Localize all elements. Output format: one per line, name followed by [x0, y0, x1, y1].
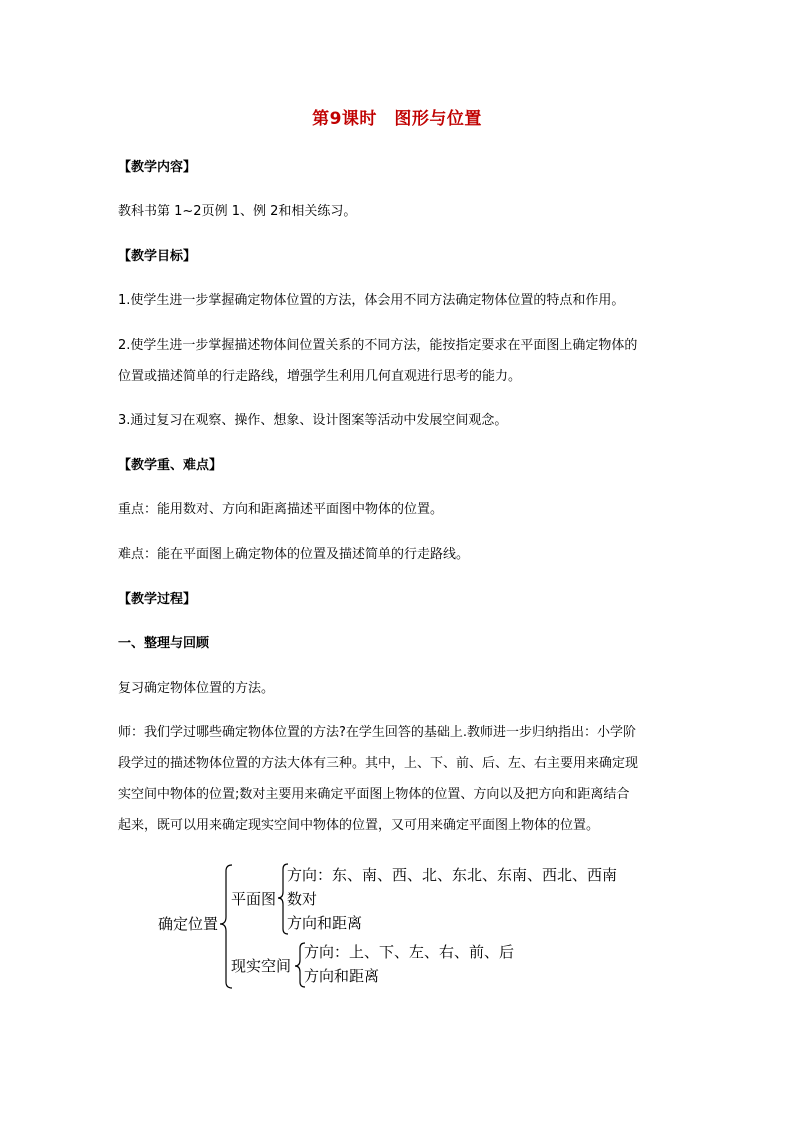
diagram-plane-label: 平面图	[231, 890, 277, 908]
plane-item-direction: 方向：东、南、西、北、东北、东南、西北、西南	[287, 866, 618, 884]
diagram-real-space-label: 现实空间	[231, 957, 292, 975]
page-title: 第9课时 图形与位置	[312, 109, 482, 129]
goal-2-line-2: 位置或描述简单的行走路线，增强学生利用几何直观进行思考的能力。	[118, 369, 522, 384]
key-point-text: 重点：能用数对、方向和距离描述平面图中物体的位置。	[118, 502, 444, 517]
section-heading-review: 一、整理与回顾	[118, 636, 210, 651]
real-item-direction-distance: 方向和距离	[304, 967, 380, 985]
review-text: 复习确定物体位置的方法。	[118, 681, 275, 696]
teacher-paragraph-line-1: 师：我们学过哪些确定物体位置的方法?在学生回答的基础上.教师进一步归纳指出：小学阶	[118, 725, 637, 740]
goal-1: 1.使学生进一步掌握确定物体位置的方法，体会用不同方法确定物体位置的特点和作用。	[118, 293, 625, 308]
teacher-paragraph-line-2: 段学过的描述物体位置的方法大体有三种。其中，上、下、前、后、左、右主要用来确定现	[118, 756, 639, 771]
plane-item-direction-distance: 方向和距离	[287, 914, 363, 932]
heading-teaching-goals: 【教学目标】	[118, 249, 197, 264]
difficulty-text: 难点：能在平面图上确定物体的位置及描述简单的行走路线。	[118, 547, 470, 562]
goal-3: 3.通过复习在观察、操作、想象、设计图案等活动中发展空间观念。	[118, 413, 508, 428]
heading-key-points: 【教学重、难点】	[118, 458, 223, 473]
goal-2-line-1: 2.使学生进一步掌握描述物体间位置关系的不同方法，能按指定要求在平面图上确定物体的	[118, 338, 638, 353]
teaching-content-text: 教科书第 1~2页例 1、例 2和相关练习。	[118, 204, 357, 219]
heading-teaching-content: 【教学内容】	[118, 160, 197, 175]
diagram-root-label: 确定位置	[158, 915, 219, 933]
teacher-paragraph-line-4: 起来，既可以用来确定现实空间中物体的位置，又可用来确定平面图上物体的位置。	[118, 818, 600, 833]
heading-teaching-process: 【教学过程】	[118, 592, 197, 607]
real-item-direction: 方向：上、下、左、右、前、后	[304, 943, 515, 961]
plane-item-number-pair: 数对	[287, 890, 318, 908]
teacher-paragraph-line-3: 实空间中物体的位置;数对主要用来确定平面图上物体的位置、方向以及把方向和距离结合	[118, 787, 630, 802]
